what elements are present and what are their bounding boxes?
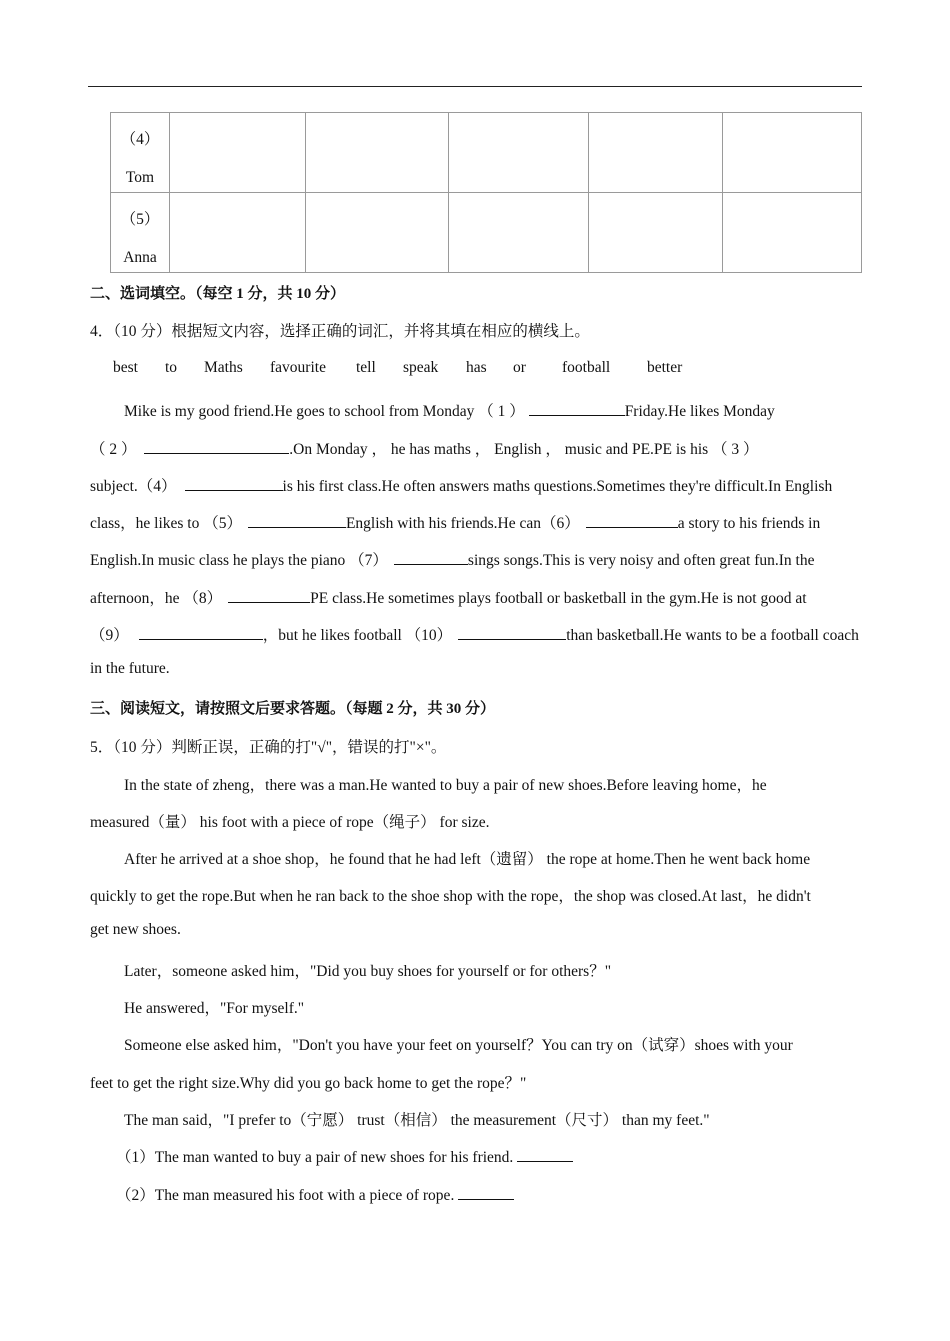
word-bank-item: speak xyxy=(403,359,439,376)
text: English with his friends.He can（6） xyxy=(345,515,580,532)
blank-8[interactable] xyxy=(228,588,310,603)
text: afternoon，he （8） xyxy=(90,590,223,607)
blank-9[interactable] xyxy=(139,625,263,640)
blank-10[interactable] xyxy=(458,625,566,640)
text: .On Monday ， he has maths ， English ， music and PE.PE is his （ 3 ） xyxy=(289,441,759,458)
reading-line: He answered，"For myself." xyxy=(124,1000,305,1017)
answer-cell xyxy=(170,113,306,193)
blank-1[interactable] xyxy=(529,401,625,416)
passage-line xyxy=(90,586,807,608)
question-4-prompt: 4．（10 分）根据短文内容，选择正确的词汇，并将其填在相应的横线上。 xyxy=(90,323,590,340)
passage-line xyxy=(90,437,860,459)
text: subject.（4） xyxy=(90,478,177,495)
answer-cell xyxy=(723,113,862,193)
row-label-cell xyxy=(111,113,170,193)
answer-cell xyxy=(589,113,723,193)
blank-2[interactable] xyxy=(144,439,289,454)
text: ，but he likes football （10） xyxy=(262,627,453,644)
tf-question-1 xyxy=(116,1145,573,1167)
reading-line: quickly to get the rope.But when he ran back to the shoe shop with the rope，the shop was closed.At last，he didn't xyxy=(90,888,811,905)
word-bank-item: Maths xyxy=(204,359,243,376)
table-row xyxy=(111,113,862,193)
table-row xyxy=(111,193,862,273)
answer-cell xyxy=(589,193,723,273)
word-bank-item: better xyxy=(647,359,683,376)
question-5-prompt: 5．（10 分）判断正误，正确的打"√"，错误的打"×"。 xyxy=(90,739,447,756)
row-number: （5） xyxy=(120,211,160,228)
answer-cell xyxy=(170,193,306,273)
text: Friday.He likes Monday xyxy=(624,403,775,420)
answer-cell xyxy=(306,113,449,193)
tf-question-2 xyxy=(116,1183,514,1205)
word-bank-item: or xyxy=(513,359,526,376)
text: English.In music class he plays the piano （7） xyxy=(90,552,388,569)
passage-line xyxy=(124,399,860,421)
section3-heading: 三、阅读短文，请按照文后要求答题。（每题 2 分，共 30 分） xyxy=(90,701,496,717)
blank-5[interactable] xyxy=(248,513,346,528)
text: （ 2 ） xyxy=(90,441,137,458)
answer-cell xyxy=(723,193,862,273)
word-bank-item: football xyxy=(562,359,611,376)
passage-line xyxy=(90,511,820,533)
word-bank-item: tell xyxy=(356,359,376,376)
passage-line: in the future. xyxy=(90,660,170,677)
answer-blank-2[interactable] xyxy=(458,1185,514,1200)
passage-line xyxy=(90,474,832,496)
header-rule xyxy=(88,86,862,87)
section2-heading: 二、选词填空。（每空 1 分，共 10 分） xyxy=(90,286,346,302)
word-bank-item: has xyxy=(466,359,487,376)
row-name: Anna xyxy=(123,249,157,266)
blank-7[interactable] xyxy=(394,550,468,565)
word-bank-item: to xyxy=(165,359,178,376)
text: is his first class.He often answers maths questions.Sometimes they're difficult.In English xyxy=(282,478,833,495)
text: PE class.He sometimes plays football or basketball in the gym.He is not good at xyxy=(310,590,807,607)
reading-line: measured（量） his foot with a piece of rope（绳子） for size. xyxy=(90,814,490,831)
text: （2）The man measured his foot with a piece of rope. xyxy=(116,1187,455,1204)
reading-line: After he arrived at a shoe shop，he found that he had left（遗留） the rope at home.Then he went back home xyxy=(124,851,811,868)
reading-line: get new shoes. xyxy=(90,921,181,938)
reading-line: Later，someone asked him，"Did you buy shoes for yourself or for others？" xyxy=(124,963,612,980)
reading-line: Someone else asked him，"Don't you have your feet on yourself？You can try on（试穿）shoes with your xyxy=(124,1037,793,1054)
text: （1）The man wanted to buy a pair of new shoes for his friend. xyxy=(116,1149,514,1166)
blank-4[interactable] xyxy=(185,476,283,491)
row-name: Tom xyxy=(125,169,155,186)
row-label-cell xyxy=(111,193,170,273)
reading-line: The man said，"I prefer to（宁愿） trust（相信） the measurement（尺寸） than my feet." xyxy=(124,1112,710,1129)
answer-cell xyxy=(449,113,589,193)
blank-6[interactable] xyxy=(586,513,678,528)
text: a story to his friends in xyxy=(677,515,821,532)
word-bank-item: best xyxy=(113,359,138,376)
text: sings songs.This is very noisy and often great fun.In the xyxy=(467,552,815,569)
row-number: （4） xyxy=(120,131,160,148)
answer-blank-1[interactable] xyxy=(517,1147,573,1162)
answer-table xyxy=(110,112,862,273)
passage-line xyxy=(90,548,814,570)
reading-line xyxy=(124,773,860,795)
text: than basketball.He wants to be a football coach xyxy=(566,627,859,644)
answer-cell xyxy=(449,193,589,273)
text: Mike is my good friend.He goes to school from Monday （ 1 ） xyxy=(124,403,525,420)
text: class，he likes to （5） xyxy=(90,515,242,532)
word-bank-item: favourite xyxy=(270,359,326,376)
answer-cell xyxy=(306,193,449,273)
passage-line xyxy=(90,623,859,645)
reading-line: feet to get the right size.Why did you go back home to get the rope？" xyxy=(90,1075,527,1092)
text: （9） xyxy=(90,627,129,644)
text: In the state of zheng，there was a man.He wanted to buy a pair of new shoes.Before leaving home，he xyxy=(124,777,767,794)
